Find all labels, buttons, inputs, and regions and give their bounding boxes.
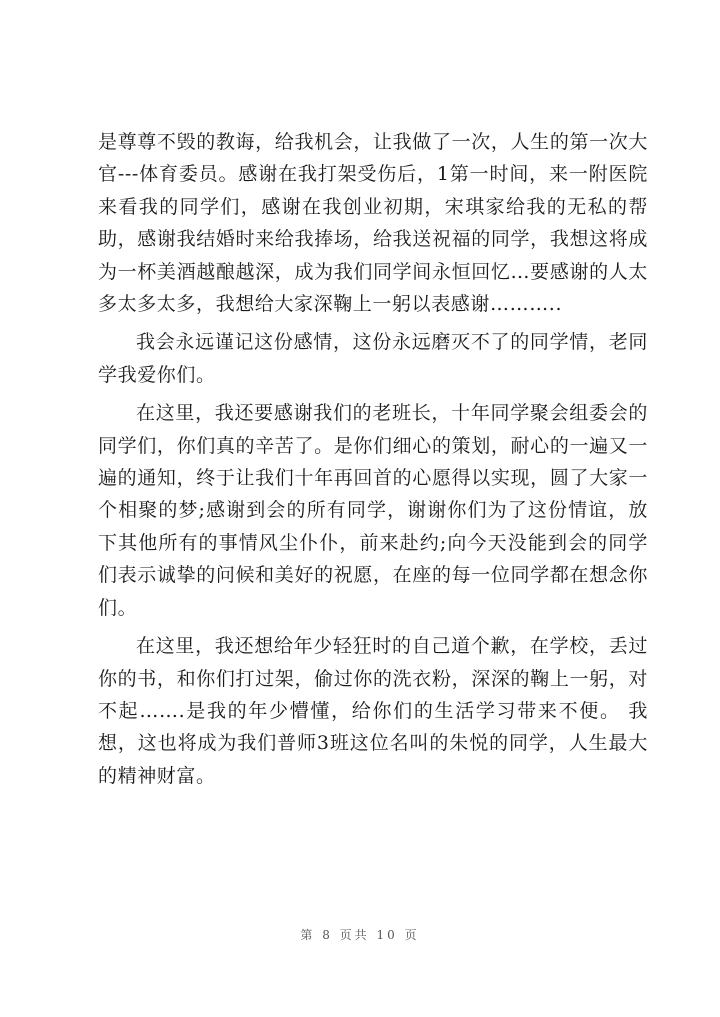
paragraph-4: 在这里，我还想给年少轻狂时的自己道个歉，在学校，丢过你的书，和你们打过架，偷过你的洗衣粉，深深的鞠上一躬，对不起…….是我的年少懵懂，给你们的生活学习带来不便。 我想，这也将成为我们普师3班这位名叫的朱悦的同学，人生最大的精神财富。 bbox=[98, 635, 648, 787]
paragraph-3: 在这里，我还要感谢我们的老班长，十年同学聚会组委会的同学们，你们真的辛苦了。是你们细心的策划，耐心的一遍又一遍的通知，终于让我们十年再回首的心愿得以实现，圆了大家一个相聚的梦;感谢到会的所有同学，谢谢你们为了这份情谊，放下其他所有的事情风尘仆仆，前来赴约;向今天没能到会的同学们表示诚挚的问候和美好的祝愿，在座的每一位同学都在想念你们。 bbox=[98, 402, 648, 619]
paragraph-1: 是尊尊不毁的教诲，给我机会，让我做了一次，人生的第一次大官---体育委员。感谢在我打架受伤后，1第一时间，来一附医院来看我的同学们，感谢在我创业初期，宋琪家给我的无私的帮助，感谢我结婚时来给我捧场，给我送祝福的同学，我想这将成为一杯美酒越酿越深，成为我们同学间永恒回忆…要感谢的人太多太多太多，我想给大家深鞠上一躬以表感谢……….. bbox=[98, 131, 648, 316]
document-body bbox=[98, 126, 648, 798]
page-number-footer: 第 8 页共 10 页 bbox=[300, 928, 420, 942]
paragraph-2: 我会永远谨记这份感情，这份永远磨灭不了的同学情，老同学我爱你们。 bbox=[98, 331, 648, 386]
